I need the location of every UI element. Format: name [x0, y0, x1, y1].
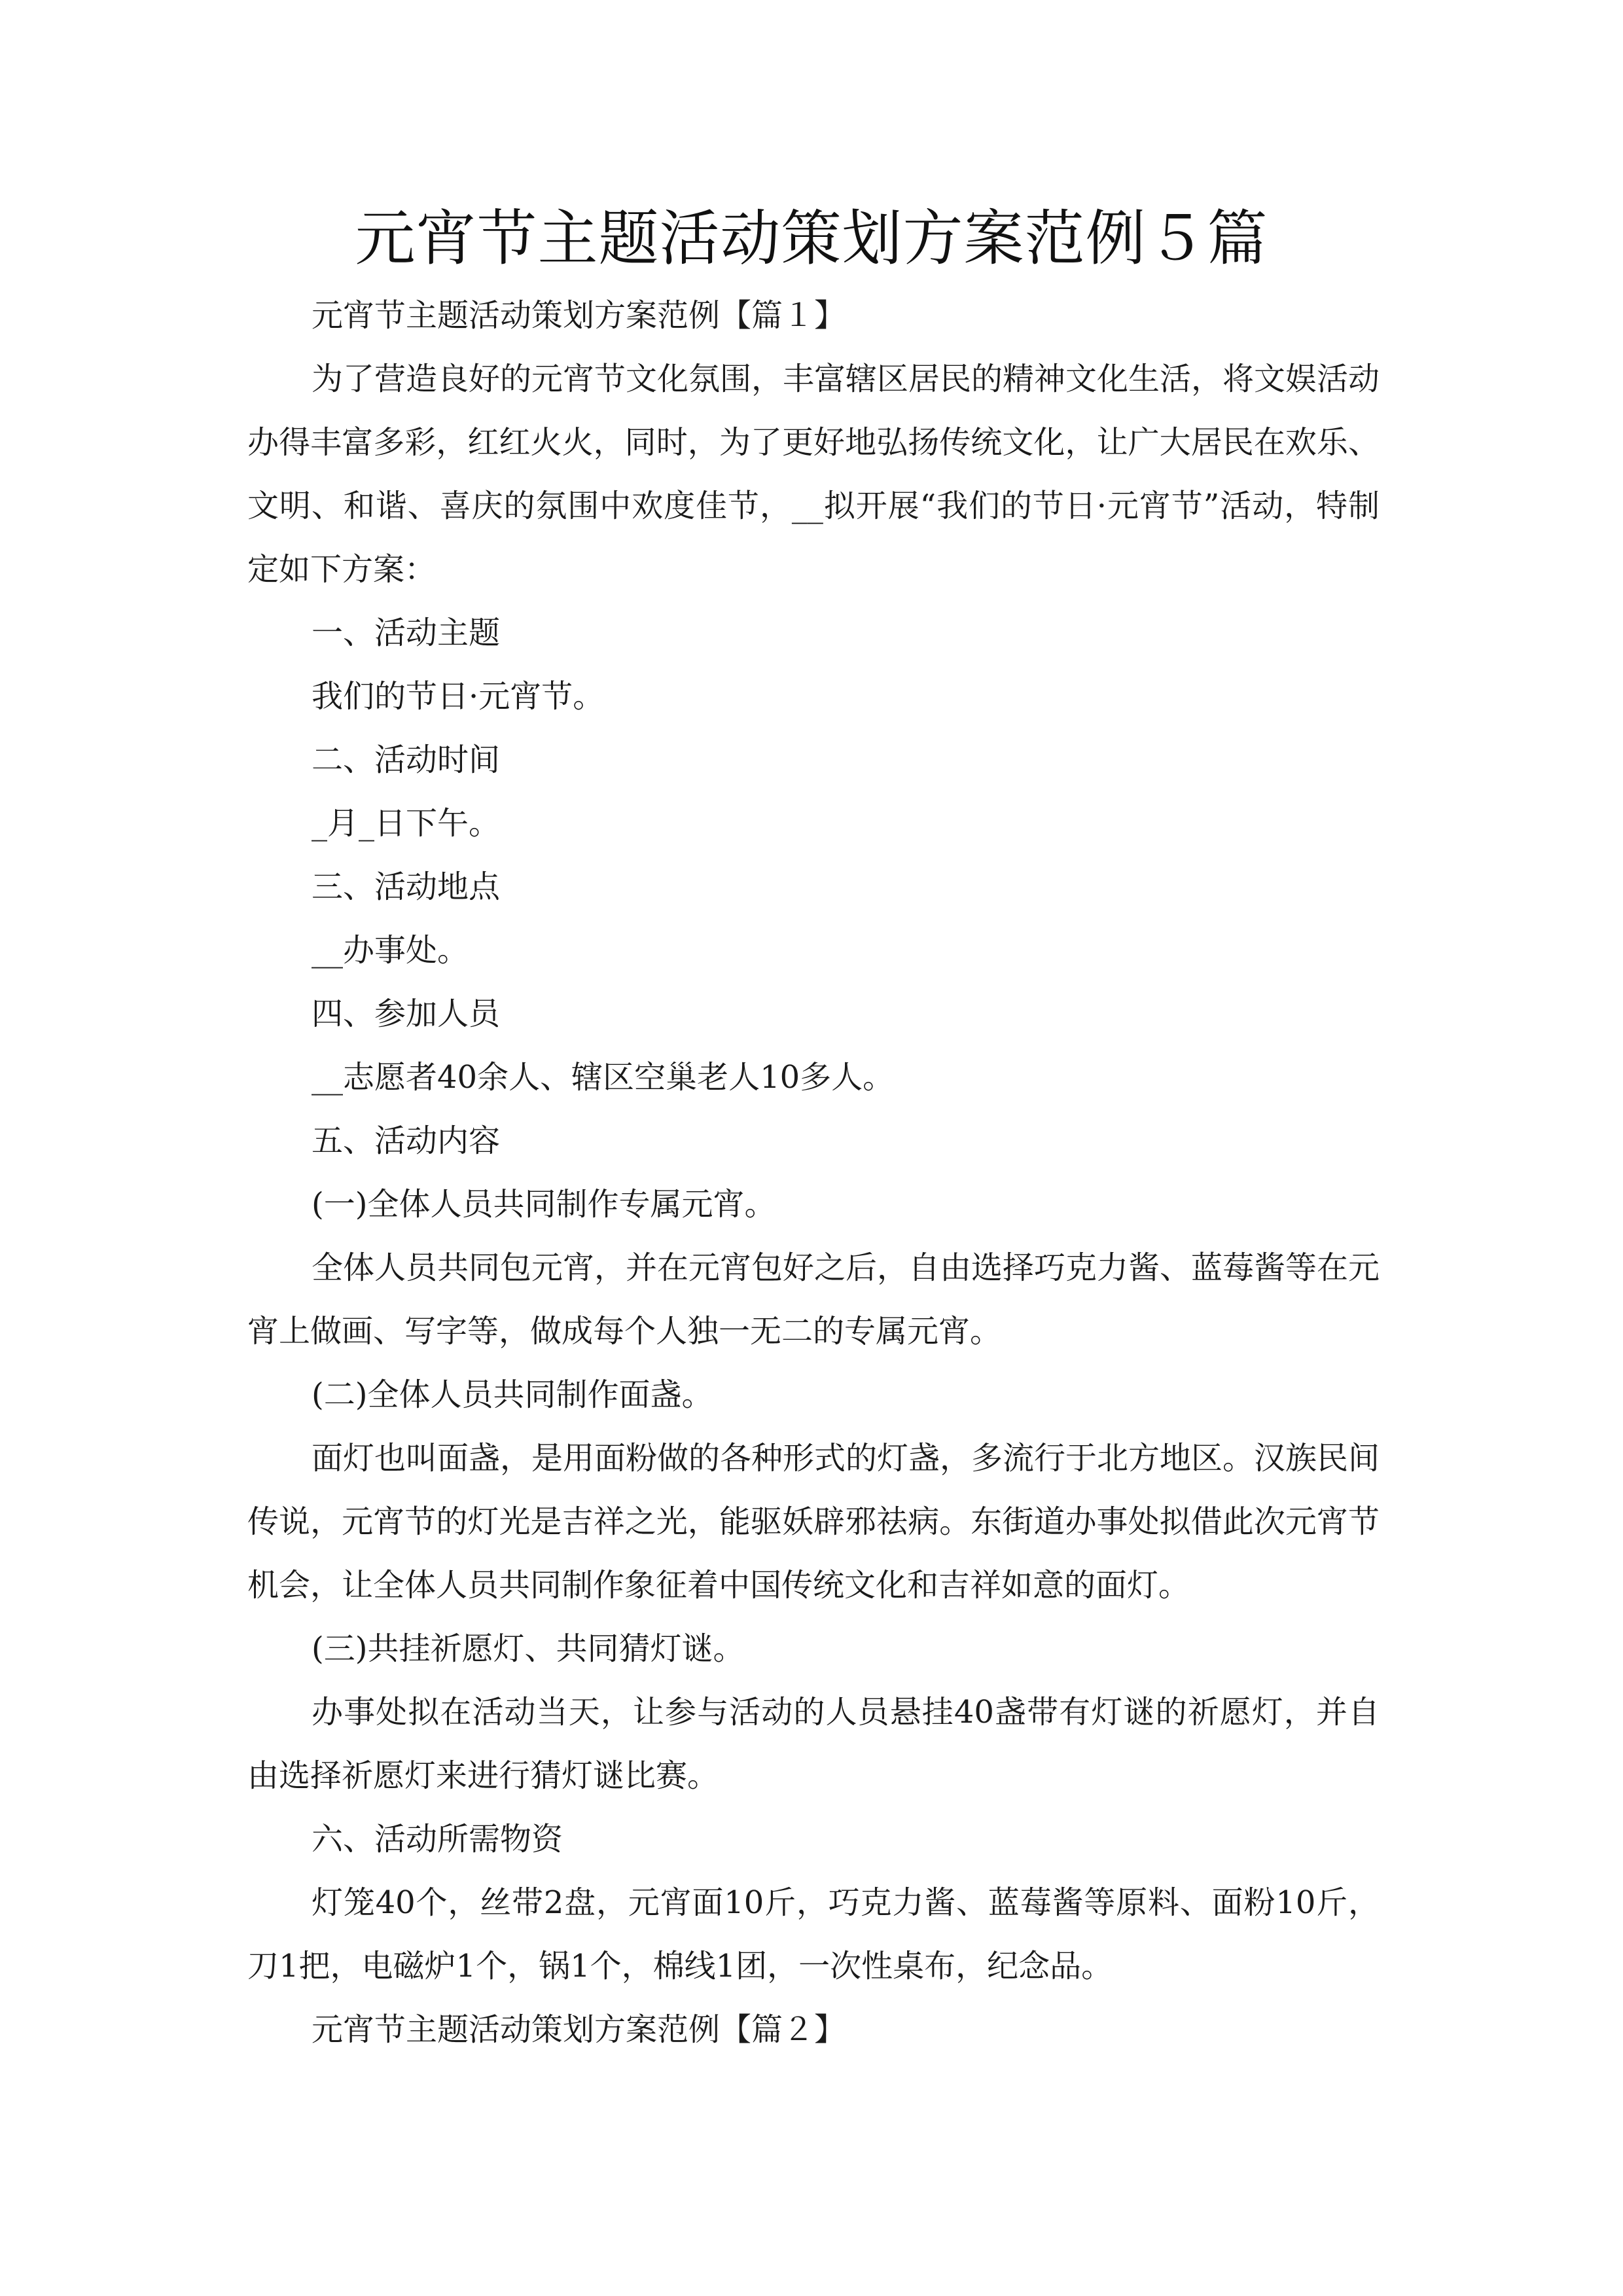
section-heading-2: 元宵节主题活动策划方案范例【篇２】 — [312, 2011, 846, 2048]
document-body — [247, 284, 1380, 2062]
heading-time: 二、活动时间 — [312, 742, 501, 778]
subheading-2: (二)全体人员共同制作面盏。 — [312, 1376, 713, 1413]
participants-text: __志愿者40余人、辖区空巢老人10多人。 — [312, 1059, 895, 1096]
materials-text: 灯笼40个，丝带2盘，元宵面10斤，巧克力酱、蓝莓酱等原料、面粉10斤，刀1把，电磁炉1个，锅1个，棉线1团，一次性桌布，纪念品。 — [247, 1884, 1380, 1984]
content-paragraph-1: 全体人员共同包元宵，并在元宵包好之后，自由选择巧克力酱、蓝莓酱等在元宵上做画、写字等，做成每个人独一无二的专属元宵。 — [247, 1249, 1380, 1350]
heading-location: 三、活动地点 — [312, 869, 501, 905]
document-title: 元宵节主题活动策划方案范例５篇 — [355, 204, 1268, 274]
intro-paragraph: 为了营造良好的元宵节文化氛围，丰富辖区居民的精神文化生活，将文娱活动办得丰富多彩，红红火火，同时，为了更好地弘扬传统文化，让广大居民在欢乐、文明、和谐、喜庆的氛围中欢度佳节，__拟开展“我们的节日·元宵节”活动，特制定如下方案： — [247, 361, 1380, 588]
content-paragraph-3: 办事处拟在活动当天，让参与活动的人员悬挂40盏带有灯谜的祈愿灯，并自由选择祈愿灯来进行猜灯谜比赛。 — [247, 1694, 1380, 1794]
heading-content: 五、活动内容 — [312, 1122, 501, 1159]
section-heading: 元宵节主题活动策划方案范例【篇１】 — [312, 297, 846, 334]
subheading-3: (三)共挂祈愿灯、共同猜灯谜。 — [312, 1630, 745, 1667]
heading-materials: 六、活动所需物资 — [312, 1821, 563, 1857]
time-text: _月_日下午。 — [312, 805, 501, 842]
location-text: __办事处。 — [312, 932, 469, 969]
content-paragraph-2: 面灯也叫面盏，是用面粉做的各种形式的灯盏，多流行于北方地区。汉族民间传说，元宵节的灯光是吉祥之光，能驱妖辟邪祛病。东街道办事处拟借此次元宵节机会，让全体人员共同制作象征着中国传统文化和吉祥如意的面灯。 — [247, 1440, 1380, 1604]
subheading-1: (一)全体人员共同制作专属元宵。 — [312, 1186, 776, 1223]
heading-participants: 四、参加人员 — [312, 996, 501, 1032]
theme-text: 我们的节日·元宵节。 — [312, 678, 605, 715]
heading-theme: 一、活动主题 — [312, 615, 501, 651]
